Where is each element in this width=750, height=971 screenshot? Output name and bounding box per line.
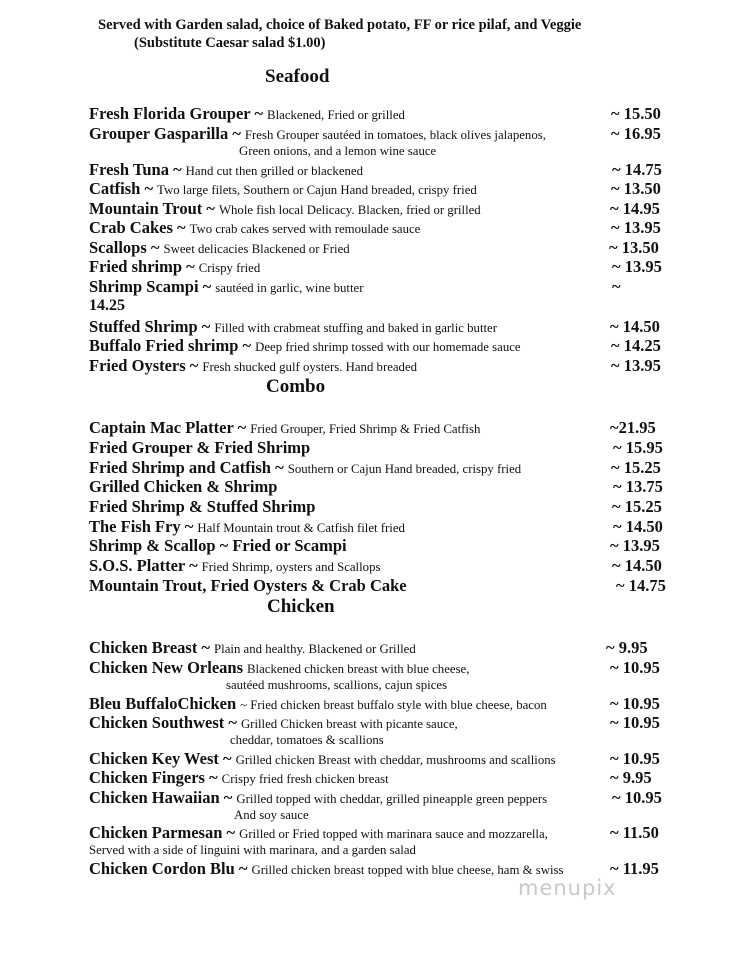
menu-item (89, 556, 669, 576)
item-description-continued: Served with a side of linguini with marinara, and a garden salad (89, 843, 416, 857)
menu-item (89, 438, 669, 458)
item-name: Fresh Florida Grouper ~ (89, 104, 264, 123)
item-description-continued: Green onions, and a lemon wine sauce (239, 144, 437, 158)
item-price: ~ 9.95 (610, 768, 652, 787)
item-name: Fried Shrimp & Stuffed Shrimp (89, 497, 316, 516)
item-description: Fresh Grouper sautéed in tomatoes, black olives jalapenos, (244, 128, 546, 142)
item-name: Buffalo Fried shrimp ~ (89, 336, 252, 355)
item-price: ~ 10.95 (610, 749, 660, 768)
item-name: Mountain Trout ~ (89, 199, 215, 218)
menu-item (89, 658, 669, 692)
item-price-wrapped: 14.25 (89, 297, 125, 314)
menu-item (89, 788, 669, 822)
menu-item (89, 517, 669, 537)
watermark-logo: menupix (518, 876, 617, 900)
intro-line-1: Served with Garden salad, choice of Baked potato, FF or rice pilaf, and Veggie (98, 17, 582, 33)
item-description: Grilled chicken Breast with cheddar, mushrooms and scallions (235, 753, 556, 767)
item-description: Grilled or Fried topped with marinara sauce and mozzarella, (239, 827, 548, 841)
item-price: ~ 11.95 (610, 859, 659, 878)
menu-item (89, 124, 669, 158)
item-name: Bleu BuffaloChicken (89, 694, 237, 713)
item-name: Grilled Chicken & Shrimp (89, 477, 278, 496)
menu-item (89, 749, 669, 769)
item-name: Fresh Tuna ~ (89, 160, 182, 179)
menu-item (89, 694, 669, 714)
item-description: Crispy fried fresh chicken breast (221, 772, 389, 786)
item-description-continued: sautéed mushrooms, scallions, cajun spices (226, 678, 448, 692)
item-description: Blackened chicken breast with blue cheese, (247, 662, 470, 676)
item-name: Chicken Breast ~ (89, 638, 211, 657)
item-price: ~ 10.95 (610, 658, 660, 677)
item-price: ~ 10.95 (610, 713, 660, 732)
item-price: ~ 14.50 (613, 517, 663, 536)
menu-item (89, 317, 669, 337)
item-description: Deep fried shrimp tossed with our homemade sauce (255, 340, 521, 354)
item-description: sautéed in garlic, wine butter (215, 281, 364, 295)
menu-item (89, 536, 669, 556)
menu-item (89, 576, 669, 596)
item-price: ~ 15.25 (612, 497, 662, 516)
item-price: ~ 14.75 (612, 160, 662, 179)
item-name: Fried shrimp ~ (89, 257, 195, 276)
item-name: Catfish ~ (89, 179, 154, 198)
item-description: Grilled topped with cheddar, grilled pineapple green peppers (236, 792, 548, 806)
item-name: Captain Mac Platter ~ (89, 418, 247, 437)
menu-item (89, 458, 669, 478)
menu-item (89, 104, 669, 124)
item-description: ~ Fried chicken breast buffalo style with blue cheese, bacon (240, 698, 547, 712)
item-price: ~ 15.95 (613, 438, 663, 457)
intro-line-2: (Substitute Caesar salad $1.00) (134, 35, 326, 51)
item-price: ~ 11.50 (610, 823, 659, 842)
item-description: Hand cut then grilled or blackened (185, 164, 363, 178)
menu-item (89, 160, 669, 180)
item-name: Grouper Gasparilla ~ (89, 124, 241, 143)
item-name: Chicken Fingers ~ (89, 768, 218, 787)
menu-item (89, 823, 669, 857)
item-description: Grilled Chicken breast with picante sauce, (240, 717, 458, 731)
menu-item (89, 277, 669, 314)
item-description: Southern or Cajun Hand breaded, crispy fried (287, 462, 522, 476)
item-price: ~ 14.50 (612, 556, 662, 575)
item-description: Blackened, Fried or grilled (267, 108, 405, 122)
item-price: ~ 13.95 (610, 536, 660, 555)
item-price: ~ 13.50 (609, 238, 659, 257)
item-name: Mountain Trout, Fried Oysters & Crab Cake (89, 576, 407, 595)
item-price: ~ 13.75 (613, 477, 663, 496)
item-price: ~ 14.50 (610, 317, 660, 336)
item-price: ~ 15.50 (611, 104, 661, 123)
item-description: Plain and healthy. Blackened or Grilled (214, 642, 416, 656)
chicken-heading: Chicken (267, 596, 335, 617)
item-description: Half Mountain trout & Catfish filet fried (197, 521, 405, 535)
seafood-heading: Seafood (265, 66, 330, 87)
menu-item (89, 418, 669, 438)
item-description: Fresh shucked gulf oysters. Hand breaded (202, 360, 418, 374)
item-name: Shrimp & Scallop ~ Fried or Scampi (89, 536, 347, 555)
menu-item (89, 638, 669, 658)
item-name: Chicken Cordon Blu ~ (89, 859, 248, 878)
item-price: ~ 13.95 (611, 218, 661, 237)
item-description: Crispy fried (198, 261, 261, 275)
item-price: ~ 15.25 (611, 458, 661, 477)
item-description: Whole fish local Delicacy. Blacken, fried or grilled (218, 203, 481, 217)
menu-item (89, 336, 669, 356)
menu-item (89, 179, 669, 199)
item-price: ~ 14.75 (616, 576, 666, 595)
item-name: Fried Grouper & Fried Shrimp (89, 438, 311, 457)
item-name: Crab Cakes ~ (89, 218, 186, 237)
item-name: Stuffed Shrimp ~ (89, 317, 211, 336)
item-name: Chicken Parmesan ~ (89, 823, 236, 842)
item-description: Filled with crabmeat stuffing and baked in garlic butter (214, 321, 497, 335)
menu-item (89, 768, 669, 788)
item-price: ~ 13.95 (612, 257, 662, 276)
item-name: Chicken Key West ~ (89, 749, 232, 768)
item-name: Chicken Hawaiian ~ (89, 788, 233, 807)
item-description: Fried Shrimp, oysters and Scallops (201, 560, 381, 574)
item-description: Fried Grouper, Fried Shrimp & Fried Catfish (250, 422, 481, 436)
item-name: The Fish Fry ~ (89, 517, 194, 536)
item-name: Chicken New Orleans (89, 658, 243, 677)
item-description-continued: cheddar, tomatoes & scallions (230, 733, 384, 747)
menu-item (89, 713, 669, 747)
menu-item (89, 238, 669, 258)
item-price: ~ (612, 277, 621, 296)
menu-item (89, 257, 669, 277)
item-price: ~ 16.95 (611, 124, 661, 143)
item-description: Grilled chicken breast topped with blue cheese, ham & swiss (251, 863, 564, 877)
menu-item (89, 199, 669, 219)
item-price: ~21.95 (610, 418, 656, 437)
item-price: ~ 14.95 (610, 199, 660, 218)
item-price: ~ 14.25 (611, 336, 661, 355)
item-name: Chicken Southwest ~ (89, 713, 237, 732)
item-description: Sweet delicacies Blackened or Fried (163, 242, 350, 256)
item-price: ~ 13.50 (611, 179, 661, 198)
menu-item (89, 356, 669, 376)
item-name: Shrimp Scampi ~ (89, 277, 212, 296)
menu-item (89, 218, 669, 238)
item-price: ~ 9.95 (606, 638, 648, 657)
item-description: Two crab cakes served with remoulade sauce (189, 222, 421, 236)
menu-item (89, 497, 669, 517)
item-price: ~ 10.95 (612, 788, 662, 807)
item-name: S.O.S. Platter ~ (89, 556, 198, 575)
menu-item (89, 477, 669, 497)
item-price: ~ 13.95 (611, 356, 661, 375)
item-description-continued: And soy sauce (234, 808, 309, 822)
combo-heading: Combo (266, 376, 326, 397)
item-name: Fried Shrimp and Catfish ~ (89, 458, 284, 477)
item-name: Scallops ~ (89, 238, 160, 257)
item-price: ~ 10.95 (610, 694, 660, 713)
item-name: Fried Oysters ~ (89, 356, 199, 375)
item-description: Two large filets, Southern or Cajun Hand breaded, crispy fried (157, 183, 477, 197)
